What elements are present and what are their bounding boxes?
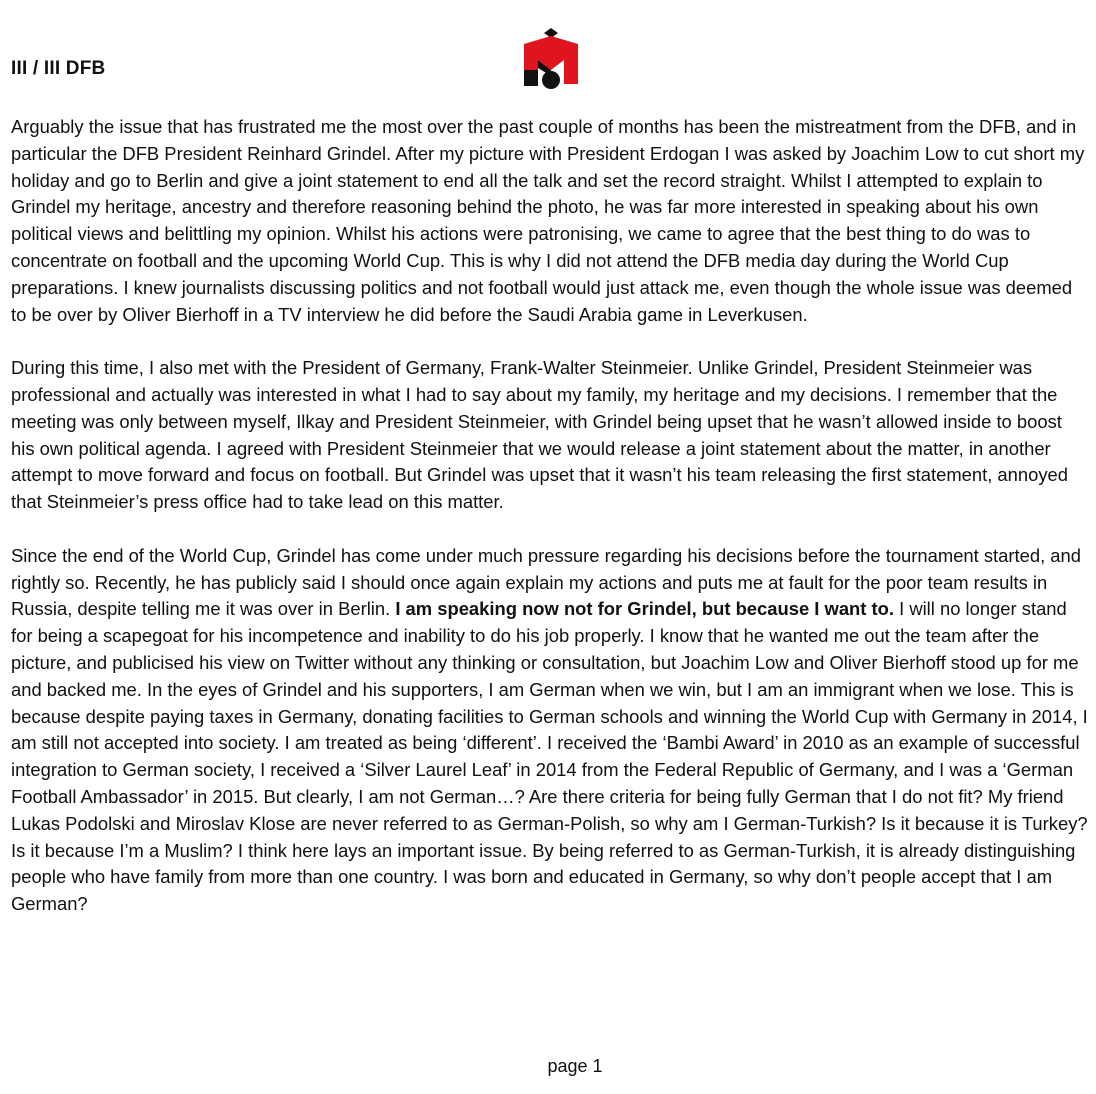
mo-monogram-logo-icon xyxy=(520,26,582,90)
statement-body xyxy=(11,114,1089,918)
paragraph xyxy=(11,543,1089,918)
page-number: page 1 xyxy=(547,1056,603,1076)
paragraph-text: Arguably the issue that has frustrated me the most over the past couple of months has been the mistreatment from the DFB, and in particular the DFB President Reinhard Grindel. After my picture with President Erdogan I was asked by Joachim Low to cut short my holiday and go to Berlin and give a joint statement to end all the talk and set the record straight. Whilst I attempted to explain to Grindel my heritage, ancestry and therefore reasoning behind the photo, he was far more interested in speaking about his own political views and belittling my opinion. Whilst his actions were patronising, we came to agree that the best thing to do was to concentrate on football and the upcoming World Cup. This is why I did not attend the DFB media day during the World Cup preparations. I knew journalists discussing politics and not football would just attack me, even though the whole issue was deemed to be over by Oliver Bierhoff in a TV interview he did before the Saudi Arabia game in Leverkusen. xyxy=(11,116,1085,325)
paragraph xyxy=(11,355,1089,516)
paragraph-text: Since the end of the World Cup, Grindel has come under much pressure regarding his decisions before the tournament started, and rightly so. Recently, he has publicly said I should once again explain my actions and puts me at fault for the poor team results in Russia, despite telling me it was over in Berlin. xyxy=(11,544,1081,620)
paragraph-text: I will no longer stand for being a scapegoat for his incompetence and inability to do his job properly. I know that he wanted me out the team after the picture, and publicised his view on Twitter without any thinking or consultation, but Joachim Low and Oliver Bierhoff stood up for me and backed me. In the eyes of Grindel and his supporters, I am German when we win, but I am an immigrant when we lose. This is because despite paying taxes in Germany, donating facilities to German schools and winning the World Cup with Germany in 2014, I am still not accepted into society. I am treated as being ‘different’. I received the ‘Bambi Award’ in 2010 as an example of successful integration to German society, I received a ‘Silver Laurel Leaf’ in 2014 from the Federal Republic of Germany, and I was a ‘German Football Ambassador’ in 2015. But clearly, I am not German…? Are there criteria for being fully German that I do not fit? My friend Lukas Podolski and Miroslav Klose are never referred to as German-Polish, so why am I German-Turkish? Is it because it is Turkey? Is it because I’m a Muslim? I think here lays an important issue. By being referred to as German-Turkish, it is already distinguishing people who have family from more than one country. I was born and educated in Germany, so why don’t people accept that I am German? xyxy=(11,598,1088,915)
section-heading: III / III DFB xyxy=(11,58,106,79)
paragraph xyxy=(11,114,1089,328)
paragraph-text: During this time, I also met with the President of Germany, Frank-Walter Steinmeier. Unlike Grindel, President Steinmeier was professional and actually was interested in what I had to say about my family, my heritage and my decisions. I remember that the meeting was only between myself, Ilkay and President Steinmeier, with Grindel being upset that he wasn’t allowed inside to boost his own political agenda. I agreed with President Steinmeier that we would release a joint statement about the matter, in another attempt to move forward and focus on football. But Grindel was upset that it wasn’t his team releasing the first statement, annoyed that Steinmeier’s press office had to take lead on this matter. xyxy=(11,357,1068,513)
emphasized-statement: I am speaking now not for Grindel, but because I want to. xyxy=(395,598,894,620)
